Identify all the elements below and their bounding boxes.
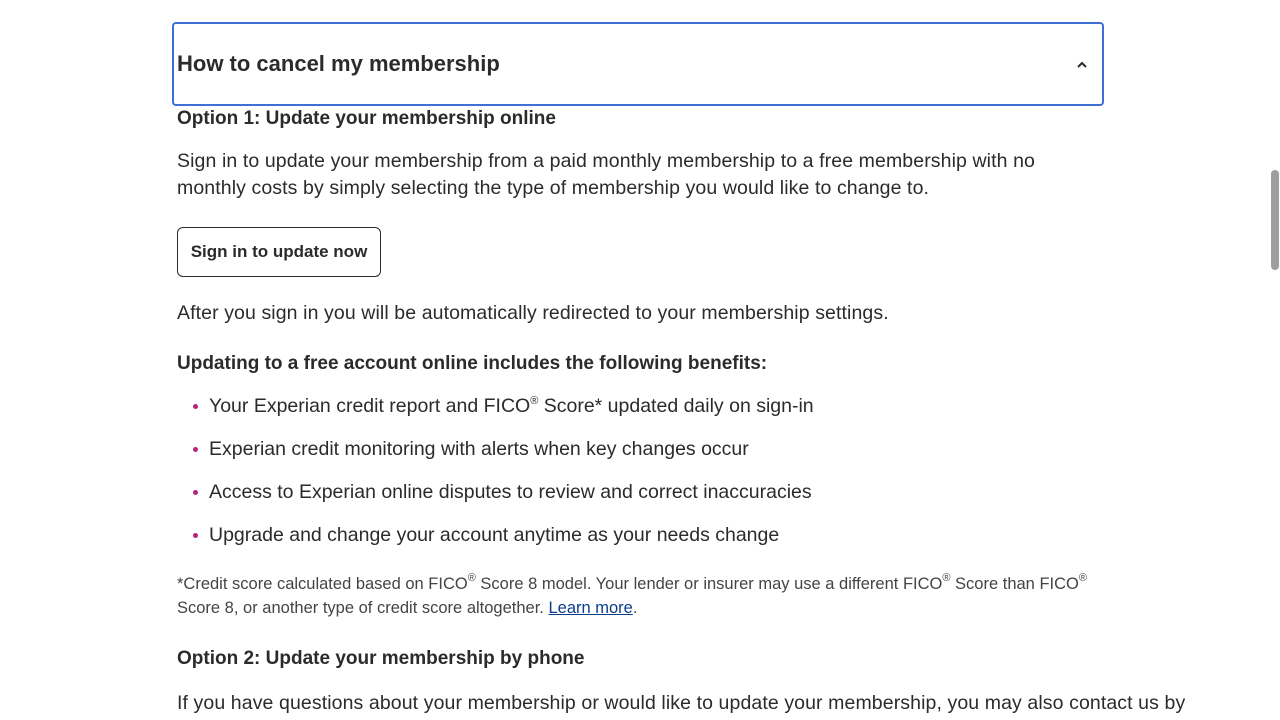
sign-in-update-button[interactable]: Sign in to update now: [177, 227, 381, 277]
bullet-icon: [193, 533, 198, 538]
learn-more-link[interactable]: Learn more: [548, 599, 633, 617]
benefits-list: [177, 391, 814, 563]
footnote: *Credit score calculated based on FICO® Score 8 model. Your lender or insurer may use a different FICO® Score than FICO® Score 8, or another type of credit score altogether. Learn more.: [177, 572, 1087, 617]
list-item: Experian credit monitoring with alerts when key changes occur: [177, 434, 814, 477]
option1-heading: Option 1: Update your membership online: [177, 108, 556, 129]
bullet-icon: [193, 404, 198, 409]
bullet-icon: [193, 447, 198, 452]
chevron-up-icon[interactable]: [1074, 56, 1090, 72]
scrollbar-thumb[interactable]: [1271, 170, 1279, 270]
accordion-header-cancel-membership[interactable]: [172, 22, 1104, 106]
redirect-note: After you sign in you will be automatically redirected to your membership settings.: [177, 302, 889, 324]
benefits-heading: Updating to a free account online includes the following benefits:: [177, 353, 768, 374]
option2-description: If you have questions about your membership or would like to update your membership, you may also contact us by: [177, 692, 1186, 714]
bullet-icon: [193, 490, 198, 495]
accordion-title: How to cancel my membership: [177, 51, 500, 76]
list-item: Access to Experian online disputes to review and correct inaccuracies: [177, 477, 814, 520]
option2-heading: Option 2: Update your membership by phone: [177, 648, 585, 669]
option1-description: Sign in to update your membership from a paid monthly membership to a free membership with no monthly costs by simply selecting the type of membership you would like to change to.: [177, 150, 1035, 199]
list-item: Your Experian credit report and FICO® Score* updated daily on sign-in: [177, 391, 814, 434]
list-item: Upgrade and change your account anytime as your needs change: [177, 520, 814, 563]
